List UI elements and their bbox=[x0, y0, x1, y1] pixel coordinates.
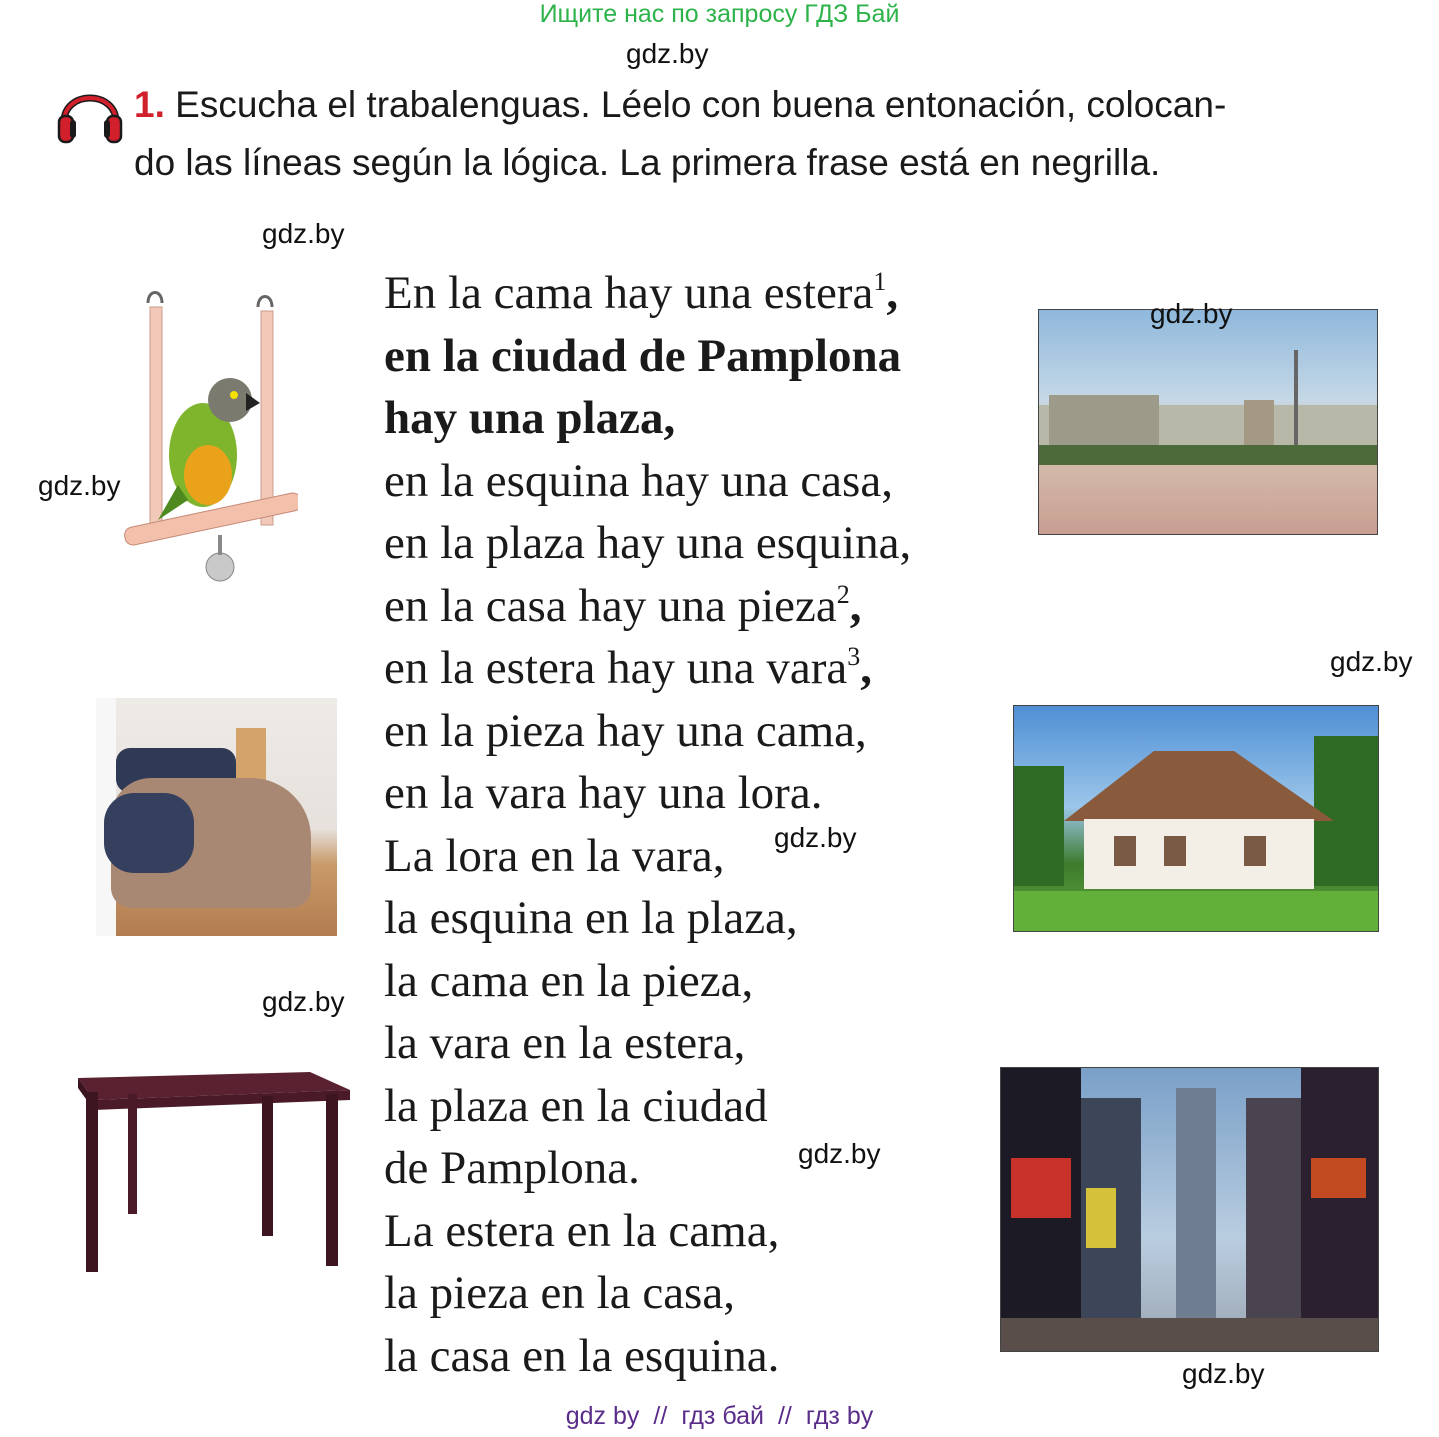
watermark: gdz.by bbox=[1150, 298, 1233, 329]
poem-line bbox=[384, 887, 911, 950]
poem-line bbox=[384, 262, 911, 325]
task-text-line1: Escucha el trabalenguas. Léelo con buena entonación, colocan- bbox=[175, 84, 1227, 125]
poem-line bbox=[384, 387, 911, 450]
footer-part2: гдз бай bbox=[681, 1402, 764, 1430]
poem-line bbox=[384, 325, 911, 388]
footer-part3: гдз by bbox=[805, 1402, 874, 1430]
poem-line-punctuation: , bbox=[860, 642, 872, 694]
poem-line bbox=[384, 950, 911, 1013]
watermark: gdz.by bbox=[626, 38, 709, 69]
poem-line-punctuation: , bbox=[886, 267, 899, 319]
poem-line-text: en la estera hay una vara bbox=[384, 642, 848, 694]
poem-line bbox=[384, 1325, 911, 1388]
footnote-marker: 3 bbox=[847, 642, 861, 671]
footer-watermark bbox=[0, 1402, 1439, 1431]
poem-line-text: la plaza en la ciudad bbox=[384, 1079, 768, 1132]
poem-line-text: la pieza en la casa, bbox=[384, 1267, 735, 1319]
poem-line bbox=[384, 1262, 911, 1325]
task-text-line2: do las líneas según la lógica. La primera frase está en negrilla. bbox=[134, 142, 1161, 183]
footer-sep: // bbox=[653, 1402, 668, 1430]
footnote-marker: 2 bbox=[836, 579, 850, 609]
poem-line bbox=[384, 700, 911, 763]
plaza-image bbox=[1038, 309, 1378, 535]
poem-line bbox=[384, 762, 911, 825]
poem-line-text: en la pieza hay una cama, bbox=[384, 704, 867, 757]
poem-line-text: en la esquina hay una casa, bbox=[384, 454, 893, 507]
city-image bbox=[1000, 1067, 1379, 1352]
headphones-icon bbox=[56, 80, 124, 146]
poem-line bbox=[384, 512, 911, 575]
poem-line bbox=[384, 1075, 911, 1138]
watermark: gdz.by bbox=[774, 822, 857, 853]
watermark: gdz.by bbox=[798, 1138, 881, 1169]
watermark: gdz.by bbox=[262, 218, 345, 249]
poem-line-text: la casa en la esquina. bbox=[384, 1329, 780, 1382]
poem-line-text: en la casa hay una pieza bbox=[384, 579, 837, 632]
task-instruction bbox=[134, 76, 1394, 192]
poem-line bbox=[384, 1200, 911, 1263]
poem-line bbox=[384, 637, 911, 700]
footnote-marker: 1 bbox=[873, 267, 887, 296]
footer-sep: // bbox=[777, 1402, 792, 1430]
watermark-banner: Ищите нас по запросу ГДЗ Бай bbox=[539, 0, 900, 28]
poem-line-text: en la ciudad de Pamplona bbox=[384, 329, 902, 382]
watermark: gdz.by bbox=[262, 986, 345, 1017]
poem-line-text: la cama en la pieza, bbox=[384, 954, 754, 1007]
table-image bbox=[74, 1066, 354, 1276]
poem-line-punctuation: , bbox=[663, 392, 676, 444]
watermark: gdz.by bbox=[1182, 1358, 1265, 1389]
task-number: 1. bbox=[134, 84, 165, 125]
poem-line-punctuation: , bbox=[849, 579, 862, 632]
poem-line-text: La estera en la cama, bbox=[384, 1204, 780, 1257]
poem-line-text: en la vara hay una lora. bbox=[384, 767, 823, 819]
poem-line-text: hay una plaza bbox=[384, 392, 664, 444]
poem-line-text: La lora en la vara, bbox=[384, 829, 725, 882]
poem-line bbox=[384, 575, 911, 638]
house-image bbox=[1013, 705, 1379, 932]
poem-line-text: de Pamplona. bbox=[384, 1142, 640, 1194]
poem-line-text: la esquina en la plaza, bbox=[384, 892, 798, 944]
parrot-swing-image bbox=[118, 285, 298, 590]
watermark: gdz.by bbox=[38, 470, 121, 501]
poem-line-text: En la cama hay una estera bbox=[384, 267, 874, 319]
watermark: gdz.by bbox=[1330, 646, 1413, 677]
poem-line bbox=[384, 450, 911, 513]
poem-line-text: la vara en la estera, bbox=[384, 1017, 746, 1069]
bed-image bbox=[96, 698, 337, 936]
poem-line-text: en la plaza hay una esquina, bbox=[384, 517, 912, 569]
footer-part1: gdz by bbox=[565, 1402, 640, 1430]
poem-line bbox=[384, 1012, 911, 1075]
